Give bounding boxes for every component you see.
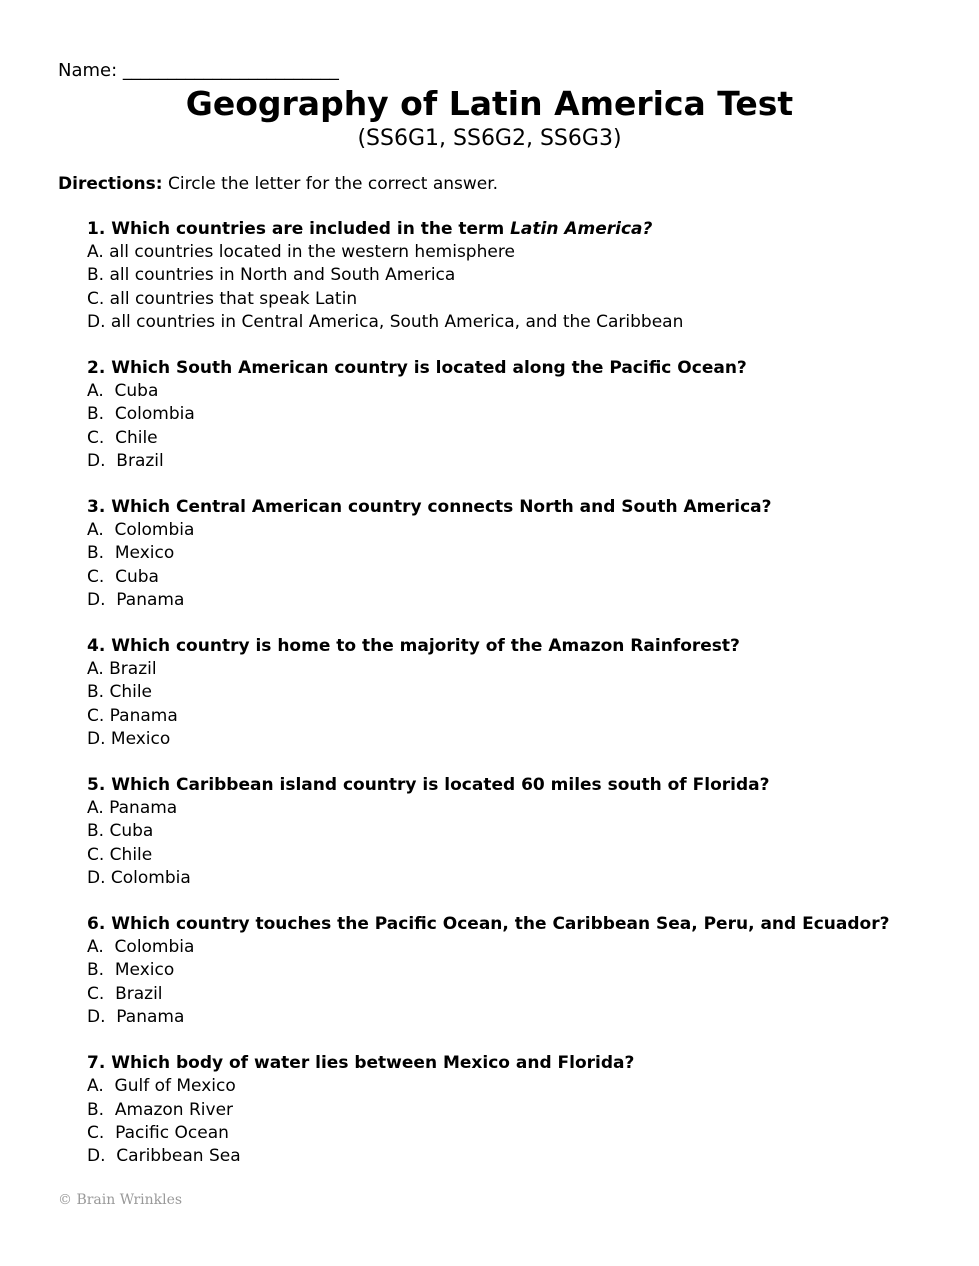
question-7 [87, 1052, 967, 1168]
question-3 [87, 496, 967, 612]
question-text: 4. Which country is home to the majority of the Amazon Rainforest? [87, 636, 740, 657]
answer-option-b[interactable]: B. all countries in North and South America [87, 265, 456, 286]
question-text: 5. Which Caribbean island country is located 60 miles south of Florida? [87, 775, 770, 796]
answer-option-d[interactable]: D. Mexico [87, 728, 171, 749]
answer-option-a[interactable]: A. all countries located in the western hemisphere [87, 242, 515, 263]
answer-option-b[interactable]: B. Colombia [87, 404, 195, 425]
answer-option-c[interactable]: C. Chile [87, 844, 153, 865]
answer-option-b[interactable]: B. Mexico [87, 543, 175, 564]
page-title: Geography of Latin America Test [185, 84, 794, 123]
question-text: 7. Which body of water lies between Mexico and Florida? [87, 1053, 635, 1074]
answer-option-b[interactable]: B. Amazon River [87, 1099, 234, 1120]
directions-text: Circle the letter for the correct answer. [162, 174, 499, 194]
answer-option-a[interactable]: A. Cuba [87, 381, 159, 402]
question-4 [87, 635, 967, 751]
student-name-line: Name: ________________________ [58, 60, 339, 81]
answer-option-a[interactable]: A. Panama [87, 798, 178, 819]
answer-option-d[interactable]: D. Caribbean Sea [87, 1145, 241, 1166]
question-text [87, 218, 967, 241]
answer-option-c[interactable]: C. Panama [87, 705, 178, 726]
answer-option-a[interactable]: A. Colombia [87, 520, 195, 541]
question-emphasis: Latin America? [510, 219, 653, 239]
directions [58, 172, 498, 196]
answer-option-c[interactable]: C. Pacific Ocean [87, 1122, 229, 1143]
question-5 [87, 774, 967, 890]
standards-subtitle: (SS6G1, SS6G2, SS6G3) [357, 126, 622, 151]
answer-option-c[interactable]: C. Cuba [87, 566, 159, 587]
question-text: 3. Which Central American country connects North and South America? [87, 497, 772, 518]
answer-option-d[interactable]: D. all countries in Central America, South America, and the Caribbean [87, 311, 684, 332]
answer-option-d[interactable]: D. Panama [87, 1006, 185, 1027]
answer-option-d[interactable]: D. Panama [87, 589, 185, 610]
question-6 [87, 913, 967, 1029]
answer-option-d[interactable]: D. Colombia [87, 867, 191, 888]
answer-option-a[interactable]: A. Colombia [87, 937, 195, 958]
answer-option-b[interactable]: B. Cuba [87, 821, 154, 842]
question-list [87, 218, 967, 1191]
answer-option-d[interactable]: D. Brazil [87, 450, 164, 471]
answer-option-a[interactable]: A. Gulf of Mexico [87, 1076, 236, 1097]
answer-option-b[interactable]: B. Mexico [87, 960, 175, 981]
directions-label: Directions: [58, 174, 163, 194]
question-text: 2. Which South American country is located along the Pacific Ocean? [87, 358, 747, 379]
question-text: 6. Which country touches the Pacific Ocean, the Caribbean Sea, Peru, and Ecuador? [87, 914, 890, 935]
copyright-footer: © Brain Wrinkles [58, 1192, 183, 1208]
answer-option-b[interactable]: B. Chile [87, 682, 153, 703]
question-prefix: 1. Which countries are included in the term [87, 219, 511, 239]
answer-option-a[interactable]: A. Brazil [87, 659, 157, 680]
question-1 [87, 218, 967, 334]
answer-option-c[interactable]: C. Brazil [87, 983, 163, 1004]
answer-option-c[interactable]: C. all countries that speak Latin [87, 288, 358, 309]
answer-option-c[interactable]: C. Chile [87, 427, 158, 448]
question-2 [87, 357, 967, 473]
